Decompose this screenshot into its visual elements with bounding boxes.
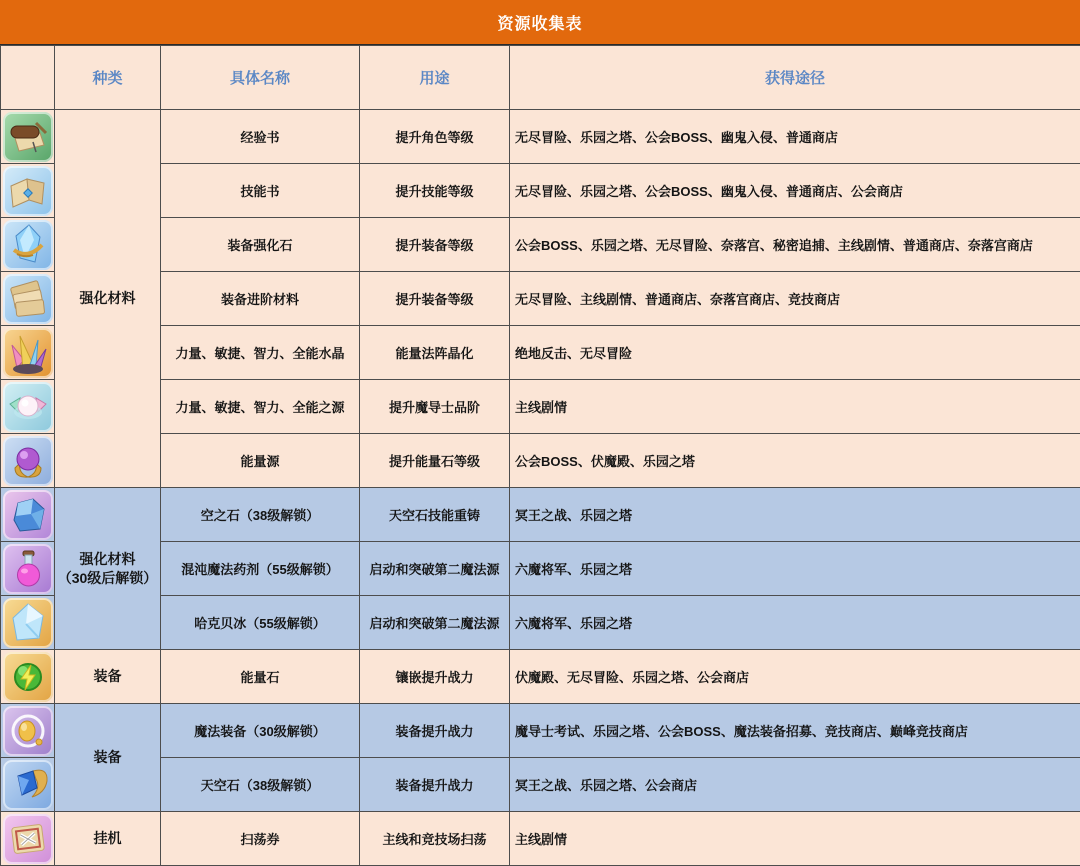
item-name-cell: 力量、敏捷、智力、全能水晶 bbox=[161, 326, 360, 380]
energy-source-icon bbox=[3, 436, 53, 486]
item-name-cell: 力量、敏捷、智力、全能之源 bbox=[161, 380, 360, 434]
skill-book-icon bbox=[3, 166, 53, 216]
magic-equipment-icon bbox=[3, 706, 53, 756]
item-icon-cell bbox=[1, 596, 55, 650]
item-icon-cell bbox=[1, 758, 55, 812]
item-use-cell: 提升角色等级 bbox=[360, 110, 510, 164]
item-source-cell: 六魔将军、乐园之塔 bbox=[510, 596, 1080, 650]
sweep-ticket-icon bbox=[3, 814, 53, 864]
table-row bbox=[1, 110, 1080, 164]
attribute-crystal-icon bbox=[3, 328, 53, 378]
item-source-cell: 无尽冒险、乐园之塔、公会BOSS、幽鬼入侵、普通商店 bbox=[510, 110, 1080, 164]
item-use-cell: 装备提升战力 bbox=[360, 704, 510, 758]
item-icon-cell bbox=[1, 164, 55, 218]
item-icon-cell bbox=[1, 218, 55, 272]
item-name-cell: 装备进阶材料 bbox=[161, 272, 360, 326]
item-source-cell: 冥王之战、乐园之塔 bbox=[510, 488, 1080, 542]
attribute-source-icon bbox=[3, 382, 53, 432]
table-row bbox=[1, 326, 1080, 380]
item-source-cell: 伏魔殿、无尽冒险、乐园之塔、公会商店 bbox=[510, 650, 1080, 704]
table-row bbox=[1, 218, 1080, 272]
item-source-cell: 冥王之战、乐园之塔、公会商店 bbox=[510, 758, 1080, 812]
item-source-cell: 主线剧情 bbox=[510, 380, 1080, 434]
item-name-cell: 扫荡券 bbox=[161, 812, 360, 866]
item-name-cell: 空之石（38级解锁） bbox=[161, 488, 360, 542]
item-use-cell: 装备提升战力 bbox=[360, 758, 510, 812]
type-column-header: 种类 bbox=[55, 46, 161, 110]
icon-column-header bbox=[1, 46, 55, 110]
item-icon-cell bbox=[1, 272, 55, 326]
item-name-cell: 能量石 bbox=[161, 650, 360, 704]
item-icon-cell bbox=[1, 488, 55, 542]
item-use-cell: 启动和突破第二魔法源 bbox=[360, 596, 510, 650]
table-row bbox=[1, 434, 1080, 488]
item-source-cell: 主线剧情 bbox=[510, 812, 1080, 866]
table-row bbox=[1, 704, 1080, 758]
item-icon-cell bbox=[1, 542, 55, 596]
item-name-cell: 能量源 bbox=[161, 434, 360, 488]
item-use-cell: 提升能量石等级 bbox=[360, 434, 510, 488]
name-column-header: 具体名称 bbox=[161, 46, 360, 110]
item-icon-cell bbox=[1, 812, 55, 866]
use-column-header: 用途 bbox=[360, 46, 510, 110]
item-use-cell: 天空石技能重铸 bbox=[360, 488, 510, 542]
item-source-cell: 魔导士考试、乐园之塔、公会BOSS、魔法装备招募、竞技商店、巅峰竞技商店 bbox=[510, 704, 1080, 758]
category-cell: 强化材料 （30级后解锁） bbox=[55, 488, 161, 650]
sky-stone-icon bbox=[3, 760, 53, 810]
item-use-cell: 能量法阵晶化 bbox=[360, 326, 510, 380]
item-source-cell: 无尽冒险、乐园之塔、公会BOSS、幽鬼入侵、普通商店、公会商店 bbox=[510, 164, 1080, 218]
item-icon-cell bbox=[1, 434, 55, 488]
item-source-cell: 六魔将军、乐园之塔 bbox=[510, 542, 1080, 596]
item-name-cell: 混沌魔法药剂（55级解锁） bbox=[161, 542, 360, 596]
item-icon-cell bbox=[1, 326, 55, 380]
item-icon-cell bbox=[1, 380, 55, 434]
source-column-header: 获得途径 bbox=[510, 46, 1080, 110]
item-name-cell: 哈克贝冰（55级解锁） bbox=[161, 596, 360, 650]
table-row bbox=[1, 596, 1080, 650]
table-row bbox=[1, 542, 1080, 596]
category-cell: 强化材料 bbox=[55, 110, 161, 488]
category-cell: 挂机 bbox=[55, 812, 161, 866]
item-source-cell: 无尽冒险、主线剧情、普通商店、奈落宫商店、竞技商店 bbox=[510, 272, 1080, 326]
item-use-cell: 主线和竞技场扫荡 bbox=[360, 812, 510, 866]
table-row bbox=[1, 380, 1080, 434]
item-icon-cell bbox=[1, 650, 55, 704]
item-name-cell: 魔法装备（30级解锁） bbox=[161, 704, 360, 758]
item-source-cell: 公会BOSS、伏魔殿、乐园之塔 bbox=[510, 434, 1080, 488]
chaos-magic-potion-icon bbox=[3, 544, 53, 594]
item-source-cell: 公会BOSS、乐园之塔、无尽冒险、奈落宫、秘密追捕、主线剧情、普通商店、奈落宫商店 bbox=[510, 218, 1080, 272]
table-row bbox=[1, 812, 1080, 866]
table-row bbox=[1, 488, 1080, 542]
energy-stone-icon bbox=[3, 652, 53, 702]
category-cell: 装备 bbox=[55, 650, 161, 704]
experience-book-icon bbox=[3, 112, 53, 162]
item-use-cell: 提升技能等级 bbox=[360, 164, 510, 218]
item-name-cell: 装备强化石 bbox=[161, 218, 360, 272]
item-use-cell: 提升魔导士品阶 bbox=[360, 380, 510, 434]
item-name-cell: 天空石（38级解锁） bbox=[161, 758, 360, 812]
resource-table bbox=[0, 45, 1080, 866]
item-icon-cell bbox=[1, 110, 55, 164]
item-source-cell: 绝地反击、无尽冒险 bbox=[510, 326, 1080, 380]
page-title: 资源收集表 bbox=[0, 0, 1080, 45]
table-row bbox=[1, 758, 1080, 812]
equipment-enhance-stone-icon bbox=[3, 220, 53, 270]
sky-stone-raw-icon bbox=[3, 490, 53, 540]
table-row bbox=[1, 272, 1080, 326]
item-name-cell: 经验书 bbox=[161, 110, 360, 164]
item-name-cell: 技能书 bbox=[161, 164, 360, 218]
header-row bbox=[1, 46, 1080, 110]
item-use-cell: 启动和突破第二魔法源 bbox=[360, 542, 510, 596]
item-use-cell: 提升装备等级 bbox=[360, 272, 510, 326]
huckleberry-ice-icon bbox=[3, 598, 53, 648]
item-use-cell: 提升装备等级 bbox=[360, 218, 510, 272]
item-use-cell: 镶嵌提升战力 bbox=[360, 650, 510, 704]
table-row bbox=[1, 164, 1080, 218]
table-row bbox=[1, 650, 1080, 704]
category-cell: 装备 bbox=[55, 704, 161, 812]
item-icon-cell bbox=[1, 704, 55, 758]
equipment-advance-material-icon bbox=[3, 274, 53, 324]
